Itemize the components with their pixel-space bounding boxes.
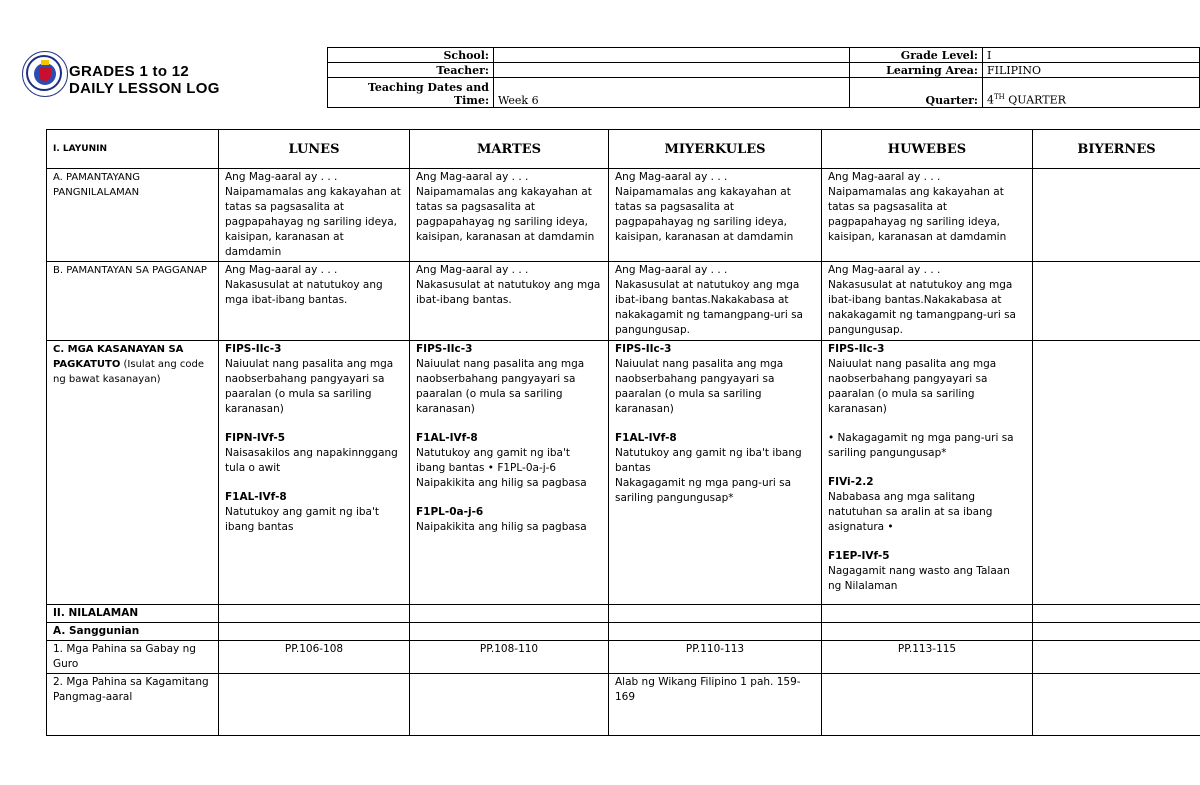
deped-seal-logo [22,51,68,97]
row-label-kasanayan: C. MGA KASANAYAN SA PAGKATUTO (Isulat ang code ng bawat kasanayan) [47,341,219,605]
school-value [494,48,850,63]
cell-c-huwebes: FIPS-IIc-3 Naiuulat nang pasalita ang mga naobserbahang pangyayari sa paaralan (o mula sa sariling karanasan) • Nakagagamit ng mga pang-uri sa sariling pangungusap* FIVi-2.2 Nababasa ang mga salitang natutuhan sa aralin at sa ibang asignatura • F1EP-IVf-5 Nagagamit nang wasto ang Talaan ng Nilalaman [822,341,1033,605]
table-row [47,605,1200,623]
cell-c-martes: FIPS-IIc-3 Naiuulat nang pasalita ang mga naobserbahang pangyayari sa paaralan (o mula sa sariling karanasan) F1AL-IVf-8 Natutukoy ang gamit ng iba't ibang bantas • F1PL-0a-j-6 Naipakikita ang hilig sa pagbasa F1PL-0a-j-6 Naipakikita ang hilig sa pagbasa [410,341,609,605]
col-huwebes: HUWEBES [822,130,1033,169]
cell-kag-miyerkules: Alab ng Wikang Filipino 1 pah. 159-169 [609,674,822,736]
section-sanggunian: A. Sanggunian [47,623,219,641]
cell-gabay-martes: PP.108-110 [410,641,609,674]
table-row [47,641,1200,674]
col-layunin: I. LAYUNIN [47,130,219,169]
table-row [47,262,1200,341]
learning-area-label: Learning Area: [850,63,983,78]
cell-a-miyerkules: Ang Mag-aaral ay . . . Naipamamalas ang kakayahan at tatas sa pagsasalita at pagpapahayag ng sariling ideya, kaisipan, karanasan at damdamin [609,169,822,262]
table-header-row [47,130,1200,169]
cell-a-lunes: Ang Mag-aaral ay . . . Naipamamalas ang kakayahan at tatas sa pagsasalita at pagpapahayag ng sariling ideya, kaisipan, karanasan at damdamin [219,169,410,262]
table-row [47,674,1200,736]
col-lunes: LUNES [219,130,410,169]
cell-c-miyerkules: FIPS-IIc-3 Naiuulat nang pasalita ang mga naobserbahang pangyayari sa paaralan (o mula sa sariling karanasan) F1AL-IVf-8 Natutukoy ang gamit ng iba't ibang bantas Nakagagamit ng mga pang-uri sa sariling pangungusap* [609,341,822,605]
quarter-label: Quarter: [850,78,983,108]
cell-gabay-huwebes: PP.113-115 [822,641,1033,674]
teacher-label: Teacher: [328,63,494,78]
section-nilalaman: II. NILALAMAN [47,605,219,623]
header-info-table [327,47,1200,108]
cell-kag-biyernes [1033,674,1200,736]
cell-kag-martes [410,674,609,736]
doc-title-line2: DAILY LESSON LOG [69,80,220,97]
grade-level-value: I [983,48,1200,63]
cell-b-miyerkules: Ang Mag-aaral ay . . . Nakasusulat at natutukoy ang mga ibat-ibang bantas.Nakakabasa at nakakagamit ng tamangpang-uri sa pangungusap. [609,262,822,341]
table-row [47,169,1200,262]
row-label-pamantayan-sa-pagganap: B. PAMANTAYAN SA PAGGANAP [47,262,219,341]
quarter-value: 4TH QUARTER [983,78,1200,108]
cell-b-martes: Ang Mag-aaral ay . . . Nakasusulat at natutukoy ang mga ibat-ibang bantas. [410,262,609,341]
cell-kag-lunes [219,674,410,736]
row-label-kagamitang-pangmag-aaral: 2. Mga Pahina sa Kagamitang Pangmag-aaral [47,674,219,736]
school-label: School: [328,48,494,63]
col-biyernes: BIYERNES [1033,130,1200,169]
teaching-dates-value: Week 6 [494,78,850,108]
grade-level-label: Grade Level: [850,48,983,63]
lesson-log-table [46,129,1200,736]
cell-c-lunes: FIPS-IIc-3 Naiuulat nang pasalita ang mga naobserbahang pangyayari sa paaralan (o mula sa sariling karanasan) FIPN-IVf-5 Naisasakilos ang napakinnggang tula o awit F1AL-IVf-8 Natutukoy ang gamit ng iba't ibang bantas [219,341,410,605]
cell-b-huwebes: Ang Mag-aaral ay . . . Nakasusulat at natutukoy ang mga ibat-ibang bantas.Nakakabasa at nakakagamit ng tamangpang-uri sa pangungusap. [822,262,1033,341]
cell-a-martes: Ang Mag-aaral ay . . . Naipamamalas ang kakayahan at tatas sa pagsasalita at pagpapahayag ng sariling ideya, kaisipan, karanasan at damdamin [410,169,609,262]
cell-gabay-lunes: PP.106-108 [219,641,410,674]
cell-a-biyernes [1033,169,1200,262]
table-row [47,623,1200,641]
cell-a-huwebes: Ang Mag-aaral ay . . . Naipamamalas ang kakayahan at tatas sa pagsasalita at pagpapahayag ng sariling ideya, kaisipan, karanasan at damdamin [822,169,1033,262]
cell-c-biyernes [1033,341,1200,605]
row-label-gabay-guro: 1. Mga Pahina sa Gabay ng Guro [47,641,219,674]
col-miyerkules: MIYERKULES [609,130,822,169]
cell-kag-huwebes [822,674,1033,736]
cell-gabay-biyernes [1033,641,1200,674]
learning-area-value: FILIPINO [983,63,1200,78]
teaching-dates-label: Teaching Dates and Time: [328,78,494,108]
doc-title-line1: GRADES 1 to 12 [69,63,190,80]
cell-gabay-miyerkules: PP.110-113 [609,641,822,674]
teacher-value [494,63,850,78]
cell-b-lunes: Ang Mag-aaral ay . . . Nakasusulat at natutukoy ang mga ibat-ibang bantas. [219,262,410,341]
table-row [47,341,1200,605]
col-martes: MARTES [410,130,609,169]
cell-b-biyernes [1033,262,1200,341]
row-label-pamantayang-pangnilalaman: A. PAMANTAYANG PANGNILALAMAN [47,169,219,262]
